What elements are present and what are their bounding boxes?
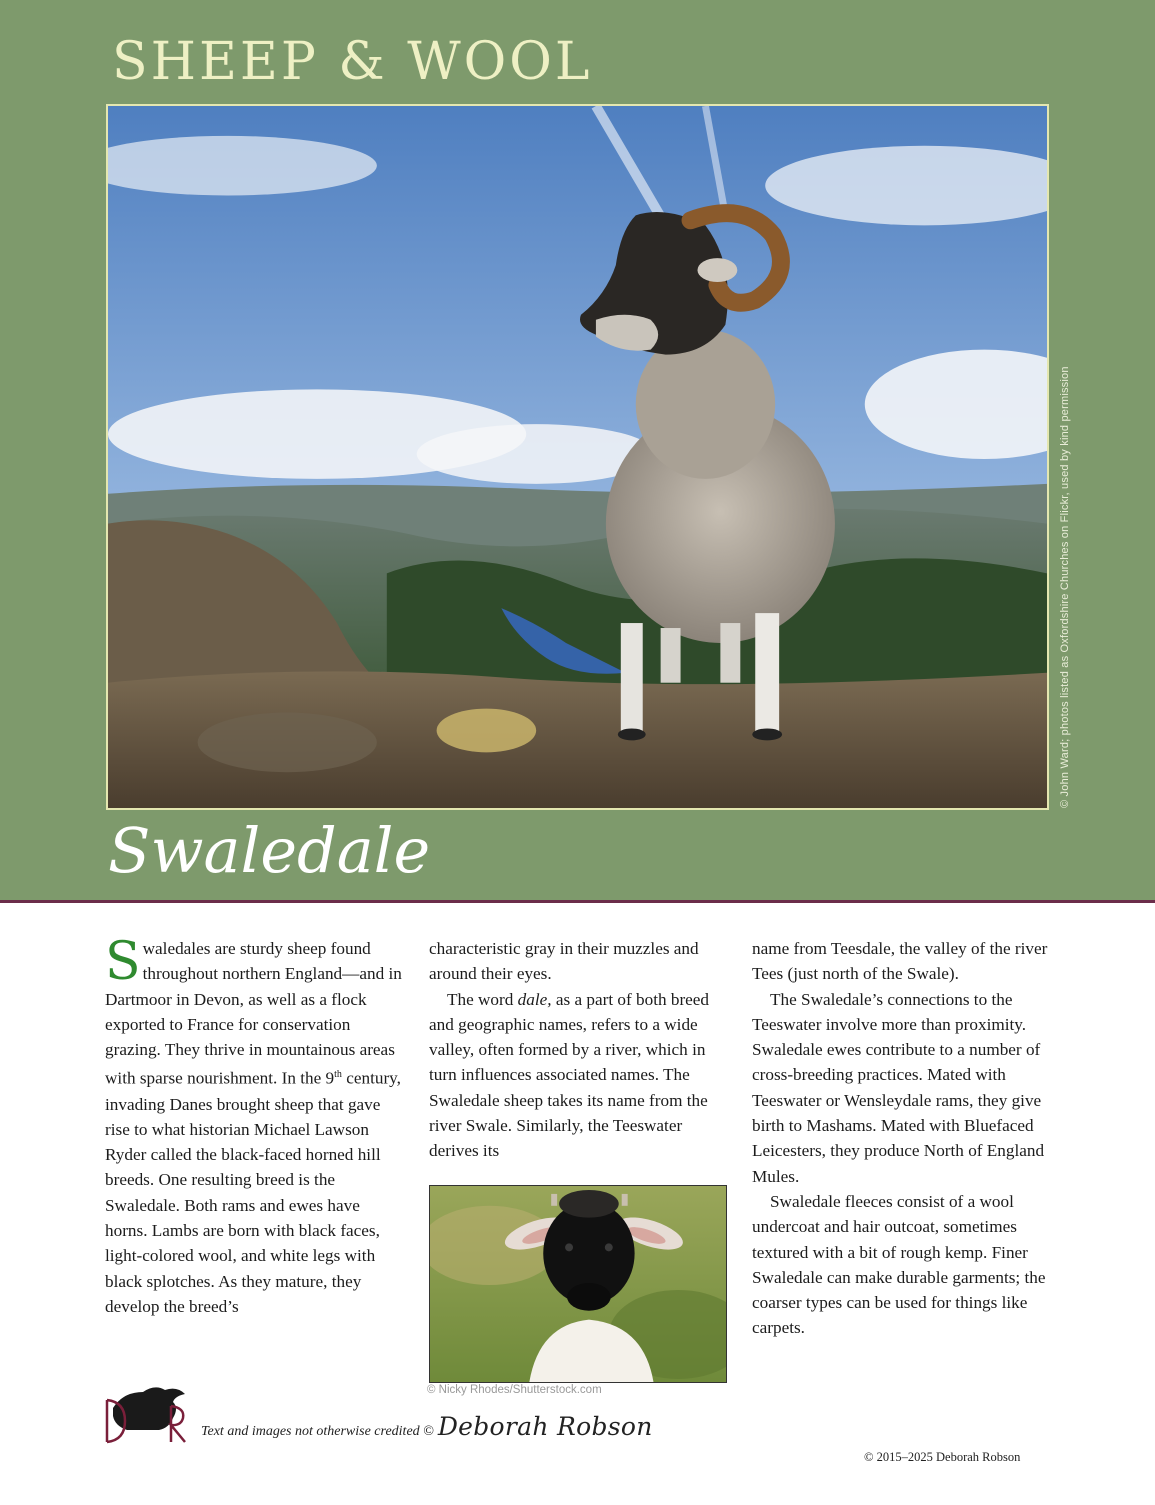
drop-cap: S — [105, 932, 141, 992]
series-title: SHEEP & WOOL — [112, 32, 593, 92]
article-text: waledales are sturdy sheep found throughout northern England—and in Dartmoor in Devon, as well as a flock exported to France for conservation grazing. They thrive in mountainous areas with sparse nourishment. In the 9 — [105, 939, 402, 1089]
article-paragraph: characteristic gray in their muzzles and around their eyes. — [429, 939, 699, 984]
inset-photo-credit: © Nicky Rhodes/Shutterstock.com — [427, 1384, 602, 1396]
header-divider — [0, 900, 1155, 903]
article-paragraph: The Swaledale’s connections to the Teeswater involve more than proximity. Swaledale ewes contribute to a number of cross-breeding practices. Mated with Teeswater or Wensleydale rams, they give birth to Mashams. Mated with Bluefaced Leicesters, they produce North of England Mules. — [752, 989, 1045, 1186]
ordinal-suffix: th — [334, 1069, 342, 1081]
breed-title: Swaledale — [108, 814, 431, 887]
footer-credit — [201, 1412, 653, 1441]
copyright-notice: © 2015–2025 Deborah Robson — [864, 1450, 1021, 1464]
hero-photo-credit: © John Ward; photos listed as Oxfordshire Churches on Flickr, used by kind permission — [1059, 366, 1071, 808]
inset-photo-swaledale-lamb — [429, 1185, 727, 1383]
article-text: The word — [447, 989, 518, 1009]
article-column-2 — [429, 936, 727, 1164]
article-paragraph: Swaledale fleeces consist of a wool undercoat and hair outcoat, sometimes textured with a bit of rough kemp. Finer Swaledale can make durable garments; the coarser types can be used for things like carpets. — [752, 1191, 1046, 1338]
hero-photo-swaledale-ram — [106, 104, 1049, 810]
article-column-1 — [105, 932, 403, 1319]
footer-credit-text: Text and images not otherwise credited © — [201, 1424, 434, 1439]
article-paragraph — [429, 987, 727, 1164]
article-column-3 — [752, 936, 1050, 1341]
article-italic-term: dale, — [517, 989, 552, 1009]
article-text: century, invading Danes brought sheep that gave rise to what historian Michael Lawson Ryder called the black-faced horned hill breeds. One resulting breed is the Swaledale. Both rams and ewes have horns. Lambs are born with black faces, light-colored wool, and white legs with black splotches. As they mature, they develop the breed’s — [105, 1069, 401, 1316]
author-signature: Deborah Robson — [437, 1412, 653, 1441]
author-logo — [103, 1378, 189, 1444]
article-text: as a part of both breed and geographic names, refers to a wide valley, often formed by a river, which in turn influences associated names. The Swaledale sheep takes its name from the river Swale. Similarly, the Teeswater derives its — [429, 989, 710, 1161]
article-paragraph — [105, 932, 403, 1319]
article-paragraph: name from Teesdale, the valley of the river Tees (just north of the Swale). — [752, 939, 1048, 984]
